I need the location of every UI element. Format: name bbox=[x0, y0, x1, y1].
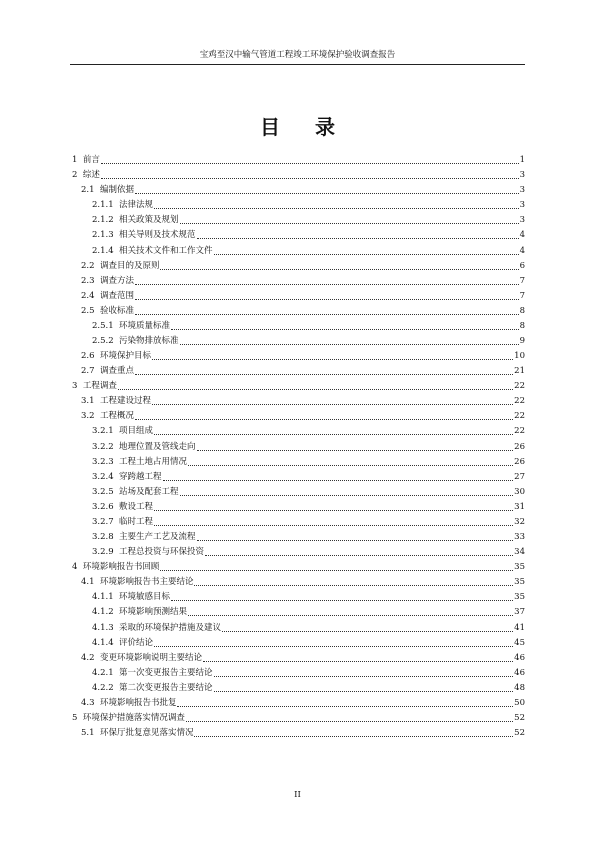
toc-entry-label: 变更环境影响说明主要结论 bbox=[99, 652, 202, 663]
toc-entry-number: 1 bbox=[72, 155, 78, 166]
toc-dot-leader bbox=[186, 721, 513, 722]
toc-entry-heading bbox=[92, 472, 162, 483]
toc-dot-leader bbox=[154, 646, 513, 647]
toc-entry-heading bbox=[92, 215, 179, 226]
toc-entry-page: 4 bbox=[519, 230, 525, 241]
toc-entry-page: 30 bbox=[514, 486, 525, 497]
toc-entry-label: 相关导则及技术规范 bbox=[119, 230, 196, 241]
toc-entry[interactable] bbox=[70, 317, 525, 332]
toc-entry-page: 3 bbox=[519, 200, 525, 211]
toc-entry[interactable] bbox=[70, 634, 525, 649]
toc-entry-heading bbox=[92, 230, 196, 241]
toc-entry-heading bbox=[81, 185, 134, 196]
toc-entry[interactable] bbox=[70, 498, 525, 513]
toc-entry-page: 22 bbox=[514, 381, 525, 392]
toc-entry-page: 1 bbox=[519, 155, 525, 166]
toc-entry-heading bbox=[92, 638, 153, 649]
toc-entry-heading bbox=[72, 155, 100, 166]
toc-entry-number: 2.2 bbox=[81, 260, 95, 271]
toc-entry-heading bbox=[92, 200, 153, 211]
toc-entry[interactable] bbox=[70, 302, 525, 317]
toc-entry-page: 4 bbox=[519, 245, 525, 256]
toc-entry-label: 环境保护目标 bbox=[99, 351, 151, 362]
toc-entry-heading bbox=[92, 592, 170, 603]
toc-entry-heading bbox=[92, 246, 213, 257]
toc-dot-leader bbox=[152, 404, 513, 405]
toc-entry-heading bbox=[72, 713, 185, 724]
toc-entry-number: 4.3 bbox=[81, 697, 95, 708]
toc-entry-label: 工程概况 bbox=[99, 411, 134, 422]
toc-entry[interactable] bbox=[70, 468, 525, 483]
toc-entry-number: 2 bbox=[72, 170, 78, 181]
toc-entry-number: 2.1.2 bbox=[92, 215, 114, 226]
toc-entry-label: 工程土地占用情况 bbox=[119, 456, 188, 467]
toc-entry-label: 地理位置及管线走向 bbox=[119, 441, 196, 452]
toc-entry-label: 临时工程 bbox=[119, 516, 154, 527]
toc-entry-label: 第二次变更报告主要结论 bbox=[119, 682, 213, 693]
toc-dot-leader bbox=[188, 465, 513, 466]
toc-entry[interactable] bbox=[70, 649, 525, 664]
toc-entry[interactable] bbox=[70, 453, 525, 468]
page-number: II bbox=[294, 790, 301, 800]
toc-entry[interactable] bbox=[70, 392, 525, 407]
toc-entry[interactable] bbox=[70, 724, 525, 739]
toc-entry[interactable] bbox=[70, 181, 525, 196]
toc-entry-heading bbox=[72, 170, 100, 181]
toc-dot-leader bbox=[194, 585, 513, 586]
toc-entry-page: 3 bbox=[519, 215, 525, 226]
toc-dot-leader bbox=[205, 555, 513, 556]
toc-entry[interactable] bbox=[70, 588, 525, 603]
toc-entry-label: 工程建设过程 bbox=[99, 396, 151, 407]
toc-dot-leader bbox=[177, 706, 513, 707]
toc-entry-number: 4.2.2 bbox=[92, 682, 114, 693]
toc-entry-page: 35 bbox=[514, 592, 525, 603]
toc-entry[interactable] bbox=[70, 422, 525, 437]
toc-dot-leader bbox=[135, 419, 513, 420]
toc-entry-heading bbox=[81, 291, 134, 302]
toc-entry-label: 穿跨越工程 bbox=[119, 471, 162, 482]
toc-entry-heading bbox=[81, 698, 176, 709]
toc-dot-leader bbox=[188, 615, 513, 616]
toc-entry-page: 48 bbox=[514, 682, 525, 693]
toc-entry[interactable] bbox=[70, 166, 525, 181]
toc-entry-number: 2.1.3 bbox=[92, 230, 114, 241]
toc-entry-number: 4.1.4 bbox=[92, 637, 114, 648]
toc-entry-page: 3 bbox=[519, 185, 525, 196]
toc-entry-number: 2.4 bbox=[81, 290, 95, 301]
toc-dot-leader bbox=[203, 661, 513, 662]
toc-entry-label: 工程调查 bbox=[82, 381, 117, 392]
toc-entry-label: 采取的环境保护措施及建议 bbox=[119, 622, 222, 633]
toc-entry-page: 34 bbox=[514, 547, 525, 558]
toc-entry-number: 4 bbox=[72, 562, 78, 573]
toc-entry-heading bbox=[92, 517, 153, 528]
toc-dot-leader bbox=[194, 736, 513, 737]
toc-entry-page: 6 bbox=[519, 260, 525, 271]
toc-entry-label: 编制依据 bbox=[99, 185, 134, 196]
toc-dot-leader bbox=[197, 238, 519, 239]
toc-dot-leader bbox=[154, 208, 519, 209]
toc-entry-label: 相关政策及规划 bbox=[119, 215, 179, 226]
toc-dot-leader bbox=[101, 163, 519, 164]
toc-entry-heading bbox=[72, 562, 159, 573]
toc-entry[interactable] bbox=[70, 437, 525, 452]
running-header: 宝鸡至汉中输气管道工程竣工环境保护验收调查报告 bbox=[199, 50, 396, 60]
toc-entry-label: 环保厅批复意见落实情况 bbox=[99, 728, 194, 739]
toc-entry-label: 评价结论 bbox=[119, 637, 154, 648]
toc-entry-number: 3.2 bbox=[81, 411, 95, 422]
toc-dot-leader bbox=[171, 600, 513, 601]
toc-entry-heading bbox=[92, 487, 179, 498]
toc-entry-heading bbox=[81, 396, 151, 407]
toc-entry-label: 敷设工程 bbox=[119, 501, 154, 512]
toc-entry-number: 4.1.3 bbox=[92, 622, 114, 633]
toc-entry-page: 22 bbox=[514, 426, 525, 437]
toc-entry[interactable] bbox=[70, 407, 525, 422]
toc-entry-heading bbox=[92, 683, 213, 694]
toc-entry-heading bbox=[81, 351, 151, 362]
toc-entry-number: 4.2 bbox=[81, 652, 95, 663]
toc-dot-leader bbox=[214, 254, 519, 255]
toc-entry-heading bbox=[81, 366, 134, 377]
toc-entry-heading bbox=[81, 261, 159, 272]
toc-dot-leader bbox=[101, 178, 519, 179]
toc-entry-page: 7 bbox=[519, 275, 525, 286]
toc-entry-label: 综述 bbox=[82, 170, 100, 181]
toc-entry-number: 3.2.8 bbox=[92, 532, 114, 543]
toc-entry-heading bbox=[92, 321, 170, 332]
toc-entry-label: 环境影响报告书批复 bbox=[99, 697, 177, 708]
toc-entry-number: 3.2.6 bbox=[92, 501, 114, 512]
toc-entry-number: 5.1 bbox=[81, 728, 95, 739]
toc-dot-leader bbox=[160, 269, 518, 270]
toc-entry-label: 主要生产工艺及流程 bbox=[119, 532, 196, 543]
toc-entry-number: 4.2.1 bbox=[92, 667, 114, 678]
toc-entry-heading bbox=[81, 728, 193, 739]
toc-entry-label: 法律法规 bbox=[119, 200, 154, 211]
toc-entry-heading bbox=[81, 306, 134, 317]
toc-entry-number: 4.1.1 bbox=[92, 592, 114, 603]
toc-entry-heading bbox=[81, 276, 134, 287]
toc-entry[interactable] bbox=[70, 151, 525, 166]
toc-dot-leader bbox=[180, 223, 519, 224]
toc-dot-leader bbox=[180, 495, 514, 496]
toc-entry-page: 35 bbox=[514, 577, 525, 588]
toc-dot-leader bbox=[135, 299, 519, 300]
toc-entry-page: 10 bbox=[514, 351, 525, 362]
toc-entry-page: 37 bbox=[514, 607, 525, 618]
header-rule bbox=[70, 64, 525, 65]
toc-entry[interactable] bbox=[70, 377, 525, 392]
toc-entry-label: 环境质量标准 bbox=[119, 320, 171, 331]
toc-dot-leader bbox=[135, 284, 519, 285]
toc-entry-heading bbox=[81, 577, 193, 588]
toc-entry-label: 环境影响报告书主要结论 bbox=[99, 577, 194, 588]
toc-entry[interactable] bbox=[70, 603, 525, 618]
toc-entry-page: 3 bbox=[519, 170, 525, 181]
toc-entry-page: 41 bbox=[514, 622, 525, 633]
toc-dot-leader bbox=[152, 359, 513, 360]
toc-entry[interactable] bbox=[70, 226, 525, 241]
toc-entry-heading bbox=[92, 607, 187, 618]
toc-entry-heading bbox=[92, 336, 179, 347]
toc-entry-number: 4.1 bbox=[81, 577, 95, 588]
toc-entry-page: 7 bbox=[519, 290, 525, 301]
toc-entry-number: 3.2.2 bbox=[92, 441, 114, 452]
toc-entry-page: 8 bbox=[519, 305, 525, 316]
toc-entry[interactable] bbox=[70, 664, 525, 679]
toc-entry-number: 3.1 bbox=[81, 396, 95, 407]
toc-entry-label: 环境保护措施落实情况调查 bbox=[82, 712, 185, 723]
toc-entry-heading bbox=[92, 502, 153, 513]
toc-entry-label: 调查范围 bbox=[99, 290, 134, 301]
toc-title: 目 录 bbox=[260, 115, 349, 139]
toc-entry-number: 3.2.4 bbox=[92, 471, 114, 482]
toc-entry-page: 31 bbox=[514, 501, 525, 512]
toc-entry-page: 46 bbox=[514, 667, 525, 678]
toc-entry-label: 环境影响报告书回顾 bbox=[82, 562, 160, 573]
toc-dot-leader bbox=[171, 329, 519, 330]
toc-entry-label: 污染物排放标准 bbox=[119, 336, 179, 347]
toc-entry-heading bbox=[92, 668, 213, 679]
toc-entry-label: 环境敏感目标 bbox=[119, 592, 171, 603]
toc-entry-label: 前言 bbox=[82, 155, 100, 166]
toc-dot-leader bbox=[135, 314, 519, 315]
toc-dot-leader bbox=[163, 480, 514, 481]
toc-dot-leader bbox=[197, 450, 514, 451]
toc-entry-heading bbox=[92, 532, 196, 543]
toc-entry[interactable] bbox=[70, 709, 525, 724]
toc-entry[interactable] bbox=[70, 211, 525, 226]
toc-dot-leader bbox=[154, 510, 513, 511]
toc-entry-page: 21 bbox=[514, 366, 525, 377]
toc-entry-number: 3.2.9 bbox=[92, 547, 114, 558]
toc-entry[interactable] bbox=[70, 272, 525, 287]
toc-entry-page: 35 bbox=[514, 562, 525, 573]
toc-dot-leader bbox=[135, 193, 519, 194]
toc-list bbox=[70, 151, 525, 739]
toc-entry-number: 2.5.1 bbox=[92, 320, 114, 331]
toc-entry[interactable] bbox=[70, 513, 525, 528]
toc-entry-heading bbox=[81, 653, 202, 664]
toc-entry-number: 3.2.7 bbox=[92, 516, 114, 527]
toc-entry-label: 调查重点 bbox=[99, 366, 134, 377]
toc-entry-page: 45 bbox=[514, 637, 525, 648]
toc-entry[interactable] bbox=[70, 573, 525, 588]
toc-dot-leader bbox=[214, 676, 514, 677]
toc-entry-page: 32 bbox=[514, 516, 525, 527]
toc-entry-number: 2.7 bbox=[81, 366, 95, 377]
toc-dot-leader bbox=[197, 540, 514, 541]
toc-entry-heading bbox=[92, 457, 187, 468]
toc-entry-page: 26 bbox=[514, 441, 525, 452]
toc-entry-number: 2.5.2 bbox=[92, 336, 114, 347]
toc-entry-page: 22 bbox=[514, 411, 525, 422]
toc-entry[interactable] bbox=[70, 347, 525, 362]
toc-entry-page: 8 bbox=[519, 320, 525, 331]
toc-entry-label: 调查方法 bbox=[99, 275, 134, 286]
toc-entry-page: 50 bbox=[514, 697, 525, 708]
toc-entry-label: 环境影响预测结果 bbox=[119, 607, 188, 618]
toc-entry-heading bbox=[92, 623, 221, 634]
toc-entry-number: 2.1.4 bbox=[92, 245, 114, 256]
toc-dot-leader bbox=[154, 434, 513, 435]
toc-entry[interactable] bbox=[70, 679, 525, 694]
toc-entry-page: 52 bbox=[514, 728, 525, 739]
toc-entry[interactable] bbox=[70, 257, 525, 272]
toc-entry-page: 52 bbox=[514, 712, 525, 723]
toc-entry[interactable] bbox=[70, 694, 525, 709]
toc-entry-number: 4.1.2 bbox=[92, 607, 114, 618]
toc-entry[interactable] bbox=[70, 558, 525, 573]
toc-entry-number: 3.2.5 bbox=[92, 486, 114, 497]
toc-entry[interactable] bbox=[70, 528, 525, 543]
toc-entry-number: 2.6 bbox=[81, 351, 95, 362]
toc-entry-number: 2.5 bbox=[81, 305, 95, 316]
toc-entry-page: 27 bbox=[514, 471, 525, 482]
toc-entry-number: 5 bbox=[72, 712, 78, 723]
toc-entry[interactable] bbox=[70, 287, 525, 302]
toc-dot-leader bbox=[160, 570, 513, 571]
toc-dot-leader bbox=[154, 525, 513, 526]
toc-dot-leader bbox=[180, 344, 519, 345]
toc-dot-leader bbox=[222, 631, 513, 632]
toc-entry-page: 33 bbox=[514, 532, 525, 543]
toc-entry-number: 2.1.1 bbox=[92, 200, 114, 211]
toc-entry-heading bbox=[92, 442, 196, 453]
toc-entry[interactable] bbox=[70, 241, 525, 256]
toc-entry[interactable] bbox=[70, 483, 525, 498]
toc-entry-heading bbox=[81, 411, 134, 422]
toc-entry-heading bbox=[92, 547, 204, 558]
toc-entry-label: 相关技术文件和工作文件 bbox=[119, 245, 213, 256]
toc-entry-label: 调查目的及原则 bbox=[99, 260, 160, 271]
toc-entry-label: 工程总投资与环保投资 bbox=[119, 547, 205, 558]
toc-entry[interactable] bbox=[70, 332, 525, 347]
toc-entry-heading bbox=[92, 426, 153, 437]
toc-entry[interactable] bbox=[70, 196, 525, 211]
toc-entry-number: 3.2.1 bbox=[92, 426, 114, 437]
toc-entry-number: 2.1 bbox=[81, 185, 95, 196]
toc-entry-heading bbox=[72, 381, 117, 392]
toc-entry-label: 项目组成 bbox=[119, 426, 154, 437]
toc-dot-leader bbox=[214, 691, 514, 692]
toc-entry[interactable] bbox=[70, 362, 525, 377]
toc-entry-page: 22 bbox=[514, 396, 525, 407]
toc-dot-leader bbox=[118, 389, 513, 390]
toc-entry-number: 3.2.3 bbox=[92, 456, 114, 467]
toc-entry-number: 3 bbox=[72, 381, 78, 392]
toc-entry-label: 第一次变更报告主要结论 bbox=[119, 667, 213, 678]
toc-entry-page: 26 bbox=[514, 456, 525, 467]
toc-entry[interactable] bbox=[70, 618, 525, 633]
toc-entry-page: 9 bbox=[519, 336, 525, 347]
toc-entry-label: 验收标准 bbox=[99, 305, 134, 316]
toc-entry[interactable] bbox=[70, 543, 525, 558]
toc-entry-page: 46 bbox=[514, 652, 525, 663]
toc-entry-number: 2.3 bbox=[81, 275, 95, 286]
toc-dot-leader bbox=[135, 374, 513, 375]
toc-entry-label: 站场及配套工程 bbox=[119, 486, 179, 497]
